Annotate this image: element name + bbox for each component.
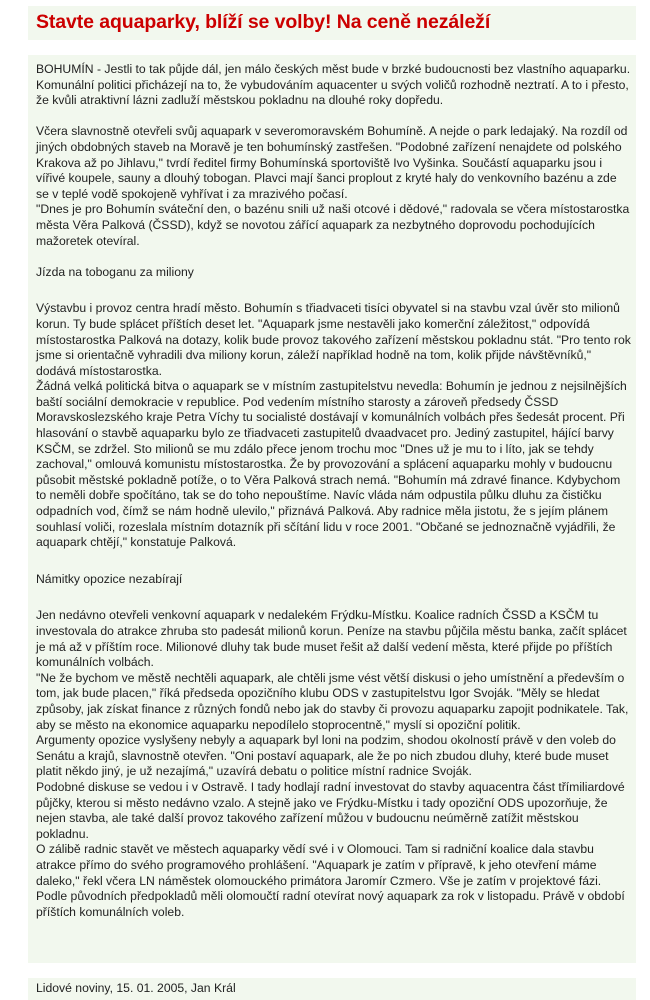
article-container	[28, 6, 636, 1000]
article-paragraph: "Dnes je pro Bohumín sváteční den, o bazénu snili už naši otcové i dědové," radovala se včera místostarostka města Věra Palková (ČSSD), když se novotou zářící aquapark za nezbytného doprovodu pochodujících mažoretek otevíral.	[36, 202, 630, 248]
article-paragraph: Včera slavnostně otevřeli svůj aquapark v severomoravském Bohumíně. A nejde o park ledajaký. Na rozdíl od jiných obdobných staveb na Moravě je ten bohumínský zastřešen. "Podobné zařízení nenajdete od polského Krakova až po Jihlavu," tvrdí ředitel firmy Bohumínská sportoviště Ivo Vyšinka. Součástí aquaparku jsou i vířivé koupele, sauny a dlouhý tobogan. Plavci mají šanci proplout z kryté haly do venkovního bazénu a zde se v teplé vodě spokojeně vyhřívat i za mrazivého počasí.	[36, 124, 628, 201]
article-paragraph: "Ne že bychom ve městě nechtěli aquapark, ale chtěli jsme vést větší diskusi o jeho umístnění a především o tom, jak bude placen," říká předseda opozičního klubu ODS v zastupitelstvu Igor Svoják. "Měly se hledat způsoby, jak získat finance z různých fondů nebo jak do stavby či provozu aquaparku zapojit podnikatele. Tak, aby se město na ekonomice aquaparku nepodílelo stoprocentně," myslí si opoziční politik.	[36, 670, 629, 732]
article-paragraph: O zálibě radnic stavět ve městech aquaparky vědí své i v Olomouci. Tam si radniční koalice dala stavbu atrakce přímo do svého programového prohlášení. "Aquapark je zatím v přípravě, k jeho otevření máme daleko," řekl včera LN náměstek olomouckého primátora Jaromír Czmero. Vše je zatím v projektové fázi. Podle původních předpokladů měli olomoučtí radní otevírat nový aquapark za rok v listopadu. Právě v období příštích komunálních voleb.	[36, 842, 625, 919]
article-title: Stavte aquaparky, blíží se volby! Na ceně nezáleží	[36, 11, 491, 33]
article-subheading: Jízda na toboganu za miliony	[36, 264, 194, 279]
article-paragraph-lead: BOHUMÍN - Jestli to tak půjde dál, jen málo českých měst bude v brzké budoucnosti bez vlastního aquaparku. Komunální politici přicházejí na to, že vybudováním aquacenter u svých voličů rozhodně neztratí. A to i přesto, že kvůli atraktivní lázni zadluží městskou pokladnu na dlouhé roky dopředu.	[36, 62, 631, 108]
article-paragraph: Jen nedávno otevřeli venkovní aquapark v nedalekém Frýdku-Místku. Koalice radních ČSSD a KSČM tu investovala do atrakce zhruba sto padesát milionů korun. Peníze na stavbu půjčila městu banka, začít splácet je má až v příštím roce. Milionové dluhy tak bude muset řešit až další vedení města, které přijde po příštích komunálních volbách.	[36, 608, 627, 670]
article-body	[36, 62, 632, 920]
section-divider	[28, 963, 650, 978]
section-divider	[28, 40, 650, 55]
article-subheading: Námitky opozice nezabírají	[36, 571, 183, 586]
article-paragraph: Žádná velká politická bitva o aquapark se v místním zastupitelstvu nevedla: Bohumín je jednou z nejsilnějších baští sociální demokracie v republice. Pod vedením místního starosty a zároveň předsedy ČSSD Moravskoslezského kraje Petra Víchy tu socialisté dostávají v komunálních volbách přes šedesát procent. Při hlasování o stavbě aquaparku bylo ze třiadvaceti zastupitelů dvaadvacet pro. Jediný zastupitel, hájící barvy KSČM, se zdržel. Sto milionů se mu zdálo přece jenom trochu moc "Dnes už je mu to i líto, jak se tehdy zachoval," omlouvá komunistu místostarostka. Že by provozování a splácení aquaparku mohly v budoucnu působit městské pokladně potíže, o to Věra Palková strach nemá. "Bohumín má zdravé finance. Kdybychom to neměli dobře spočítáno, tak se do toho nepouštíme. Navíc vláda nám odpustila půlku dluhu za čističku odpadních vod, čímž se nám hodně ulevilo," přiznává Palková. Aby radnice měla jistotu, že s jejím plánem souhlasí voliči, rozeslala místním dotazník při sčítání lidu v roce 2001. "Občané se jednoznačně vyjádřili, že aquapark chtějí," konstatuje Palková.	[36, 379, 627, 550]
article-paragraph: Výstavbu i provoz centra hradí město. Bohumín s třiadvaceti tisíci obyvatel si na stavbu vzal úvěr sto milionů korun. Ty bude splácet příštích deset let. "Aquapark jsme nestavěli jako komerční záležitost," odpovídá místostarostka Palková na dotazy, kolik bude provoz takového zařízení městskou pokladnu stát. "Pro tento rok jsme si orientačně vyhradili dva miliony korun, záleží například hodně na tom, kolik přijde návštěvníků," dodává místostarostka.	[36, 301, 631, 378]
article-paragraph: Podobné diskuse se vedou i v Ostravě. I tady hodlají radní investovat do stavby aquacentra část třímiliardové půjčky, kterou si město nedávno vzalo. A stejně jako ve Frýdku-Místku i tady opoziční ODS upozorňuje, že nejen stavba, ale také další provoz takového zařízení můžou v budoucnu neúměrně zatížit městskou pokladnu.	[36, 779, 625, 841]
article-paragraph: Argumenty opozice vyslyšeny nebyly a aquapark byl loni na podzim, shodou okolností právě v den voleb do Senátu a krajů, slavnostně otevřen. "Oni postaví aquapark, ale že po nich zbudou dluhy, které bude muset platit někdo jiný, je už nezajímá," uzavírá debatu o politice místní radnice Svoják.	[36, 733, 616, 779]
article-signature: Lidové noviny, 15. 01. 2005, Jan Král	[36, 981, 236, 995]
